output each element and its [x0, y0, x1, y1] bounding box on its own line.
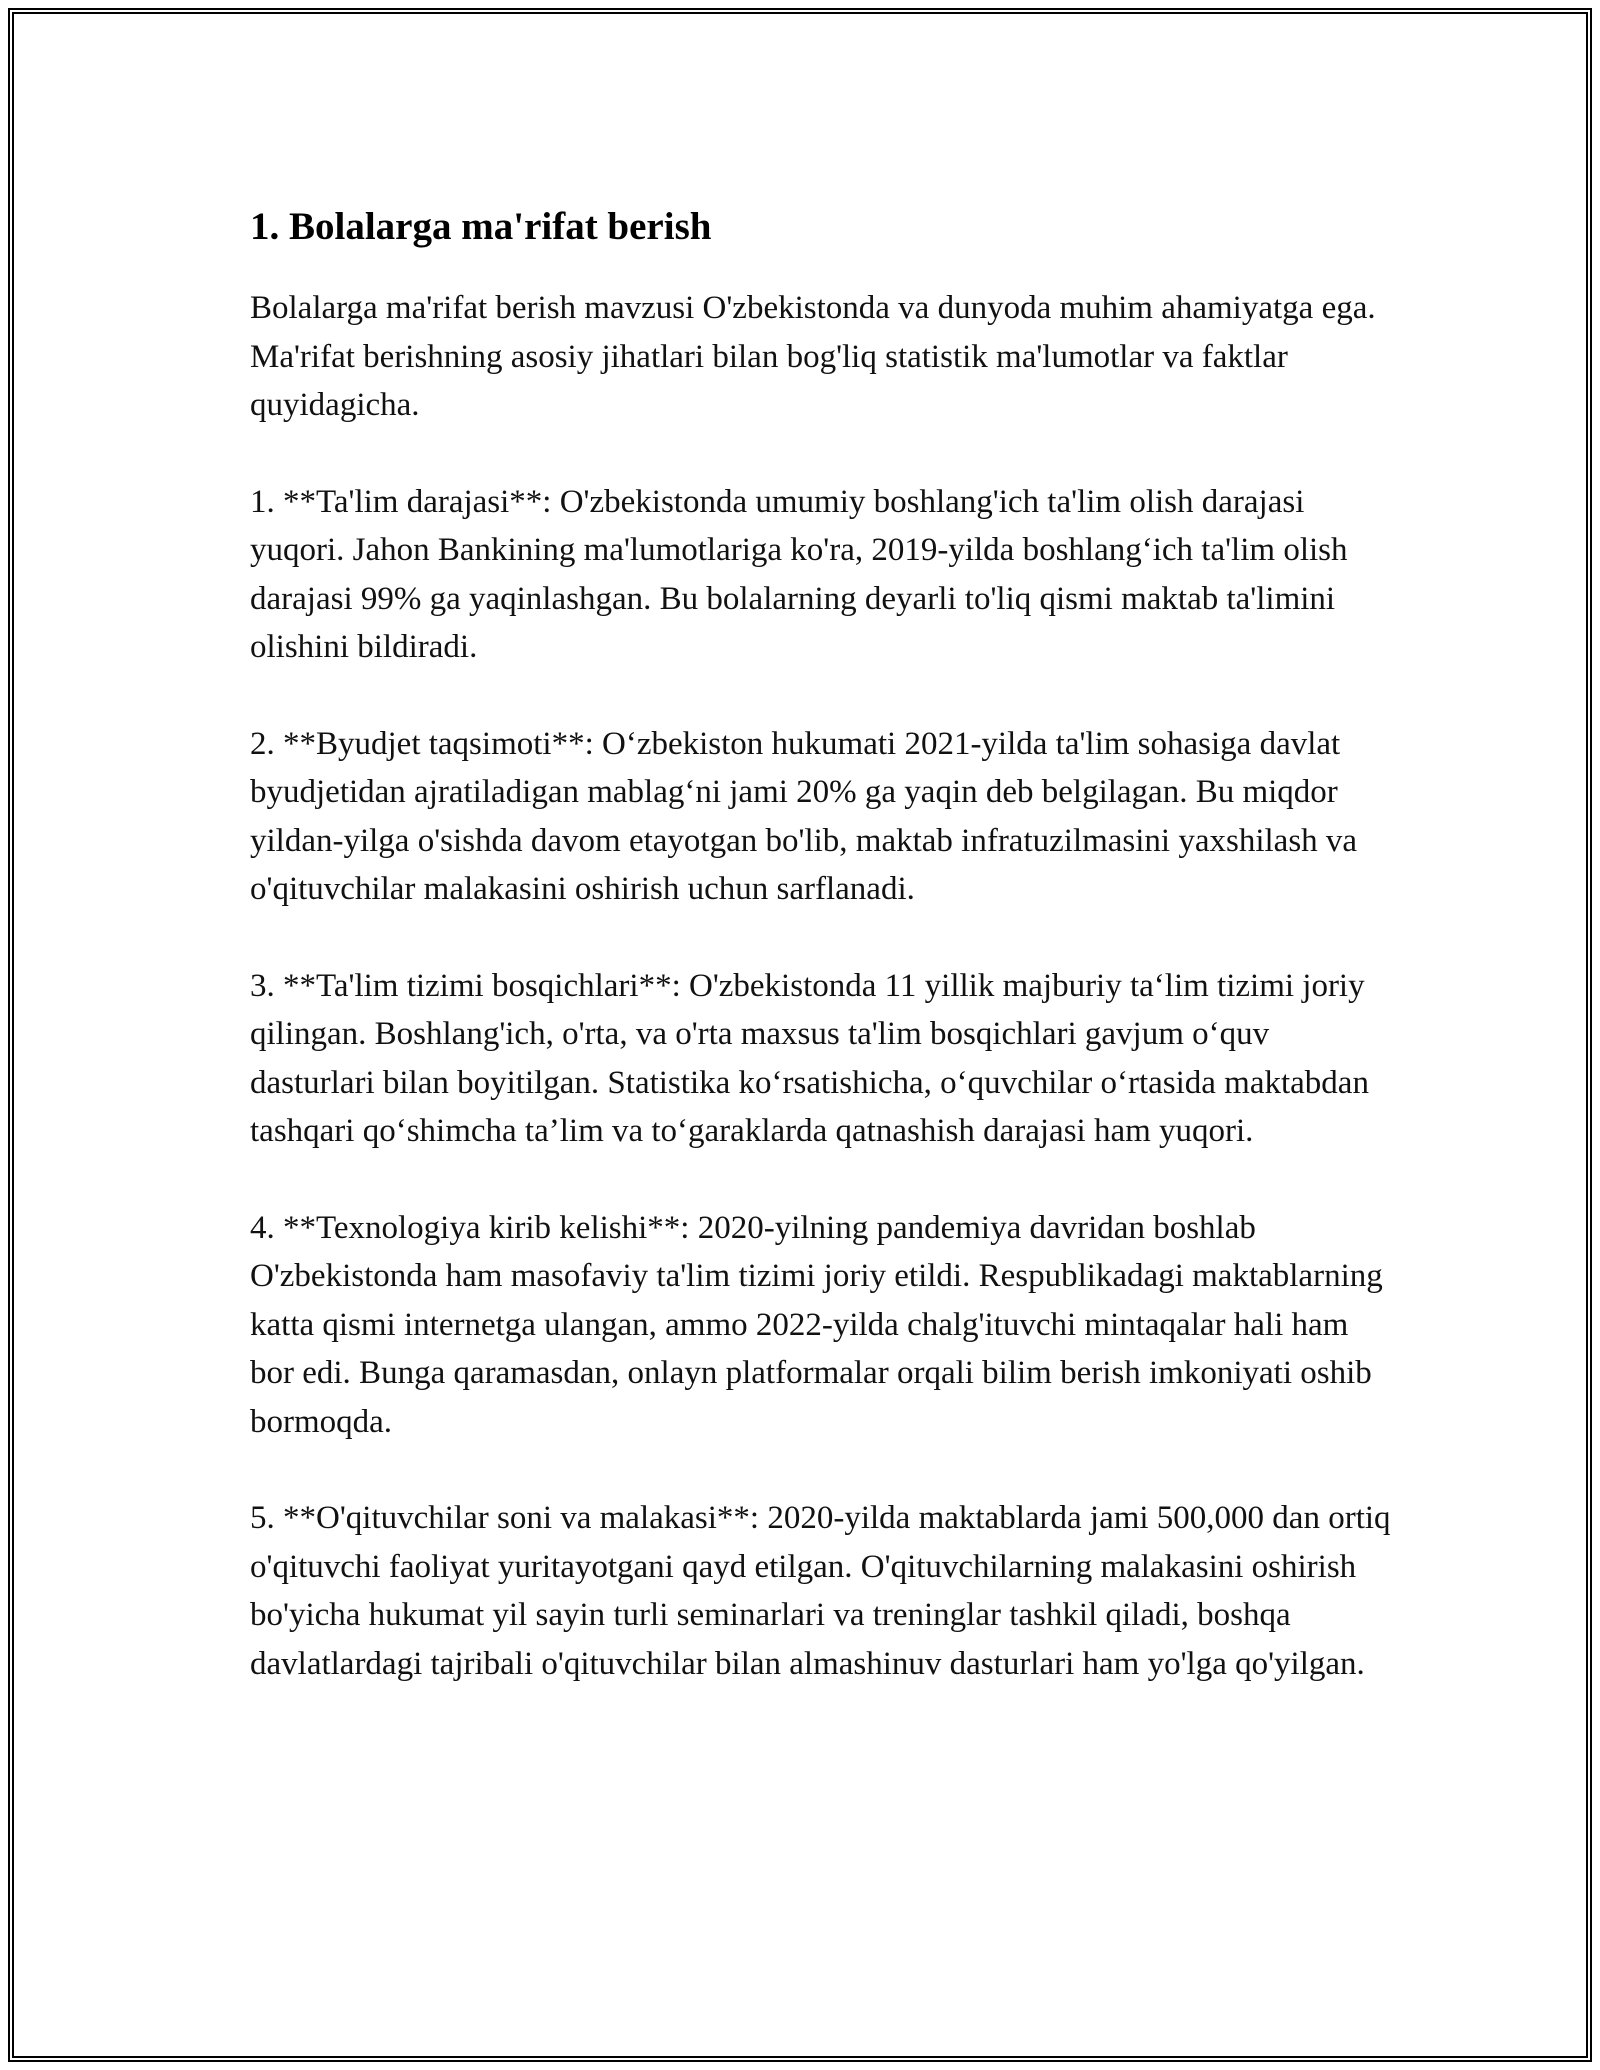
paragraph-technology: 4. **Texnologiya kirib kelishi**: 2020-yilning pandemiya davridan boshlab O'zbekistonda ham masofaviy ta'lim tizimi joriy etildi. Respublikadagi maktablarning katta qismi internetga ulangan, ammo 2022-yilda chalg'ituvchi mintaqalar hali ham bor edi. Bunga qaramasdan, onlayn platformalar orqali bilim berish imkoniyati oshib bormoqda. — [250, 1209, 1383, 1440]
page-title: 1. Bolalarga ma'rifat berish — [250, 205, 712, 248]
paragraph-budget-allocation: 2. **Byudjet taqsimoti**: O‘zbekiston hukumati 2021-yilda ta'lim sohasiga davlat byudjetidan ajratiladigan mablag‘ni jami 20% ga yaqin deb belgilagan. Bu miqdor yildan-yilga o'sishda davom etayotgan bo'lib, maktab infratuzilmasini yaxshilash va o'qituvchilar malakasini oshirish uchun sarflanadi. — [250, 725, 1358, 907]
page-frame — [8, 8, 1592, 2062]
paragraph-education-level: 1. **Ta'lim darajasi**: O'zbekistonda umumiy boshlang'ich ta'lim olish darajasi yuqori. Jahon Bankining ma'lumotlariga ko'ra, 2019-yilda boshlang‘ich ta'lim olish darajasi 99% ga yaqinlashgan. Bu bolalarning deyarli to'liq qismi maktab ta'limini olishini bildiradi. — [250, 483, 1348, 665]
paragraph-education-stages: 3. **Ta'lim tizimi bosqichlari**: O'zbekistonda 11 yillik majburiy ta‘lim tizimi joriy qilingan. Boshlang'ich, o'rta, va o'rta maxsus ta'lim bosqichlari gavjum o‘quv dasturlari bilan boyitilgan. Statistika ko‘rsatishicha, o‘quvchilar o‘rtasida maktabdan tashqari qo‘shimcha ta’lim va to‘garaklarda qatnashish darajasi ham yuqori. — [250, 967, 1369, 1149]
intro-paragraph: Bolalarga ma'rifat berish mavzusi O'zbekistonda va dunyoda muhim ahamiyatga ega. Ma'rifat berishning asosiy jihatlari bilan bog'liq statistik ma'lumotlar va faktlar quyidagicha. — [250, 290, 1376, 423]
paragraph-teachers: 5. **O'qituvchilar soni va malakasi**: 2020-yilda maktablarda jami 500,000 dan ortiq o'qituvchi faoliyat yuritayotgani qayd etilgan. O'qituvchilarning malakasini oshirish bo'yicha hukumat yil sayin turli seminarlari va treninglar tashkil qiladi, boshqa davlatlardagi tajribali o'qituvchilar bilan almashinuv dasturlari ham yo'lga qo'yilgan. — [250, 1500, 1391, 1682]
document-body — [250, 202, 1400, 1736]
